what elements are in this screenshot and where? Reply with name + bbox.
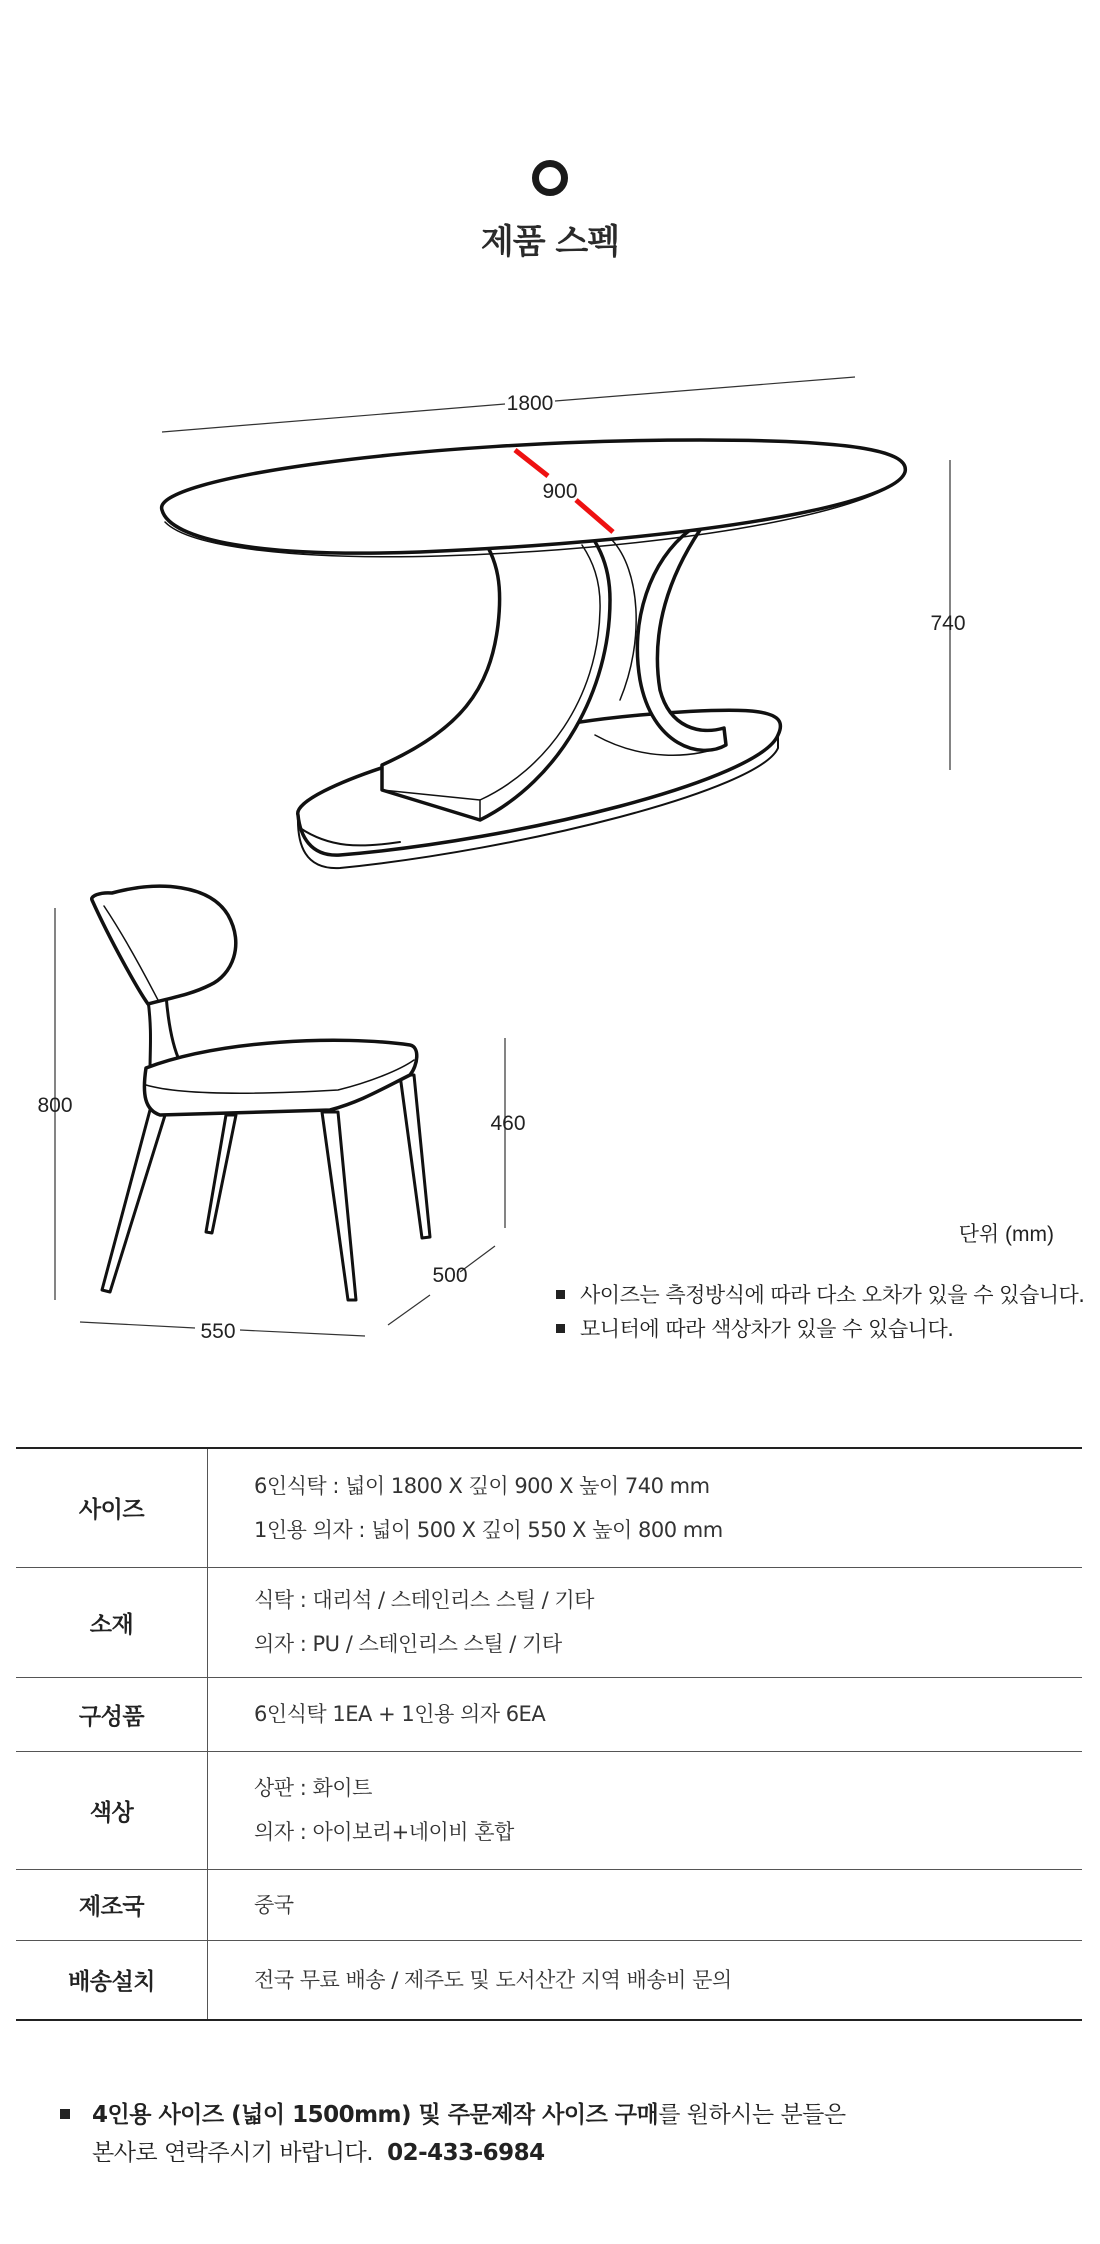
- table-depth-label: 900: [542, 480, 578, 503]
- page-title: 제품 스펙: [480, 222, 620, 262]
- table-row: [16, 1567, 1082, 1677]
- chair-leg: [102, 1110, 166, 1292]
- chair-seat-height-label: 460: [490, 1112, 526, 1135]
- spec-value: [208, 1869, 1083, 1940]
- unit-label: 단위 (mm): [958, 1223, 1054, 1246]
- note-item: 모니터에 따라 색상차가 있을 수 있습니다.: [556, 1312, 1084, 1346]
- spec-value-line: 중국: [254, 1892, 294, 1917]
- table-width-label: 1800: [506, 392, 554, 415]
- spec-value-line: 1인용 의자 : 넓이 500 X 깊이 550 X 높이 800 mm: [254, 1517, 723, 1542]
- spec-label: 구성품: [16, 1677, 208, 1751]
- table-height-label: 740: [930, 612, 966, 635]
- table-row: [16, 1677, 1082, 1751]
- spec-value: [208, 1448, 1083, 1567]
- order-notice-line: [60, 2096, 846, 2134]
- spec-value-line: 의자 : 아이보리+네이비 혼합: [254, 1820, 514, 1844]
- table-row: [16, 1869, 1082, 1940]
- table-row: [16, 1940, 1082, 2020]
- chair-depth-label: 550: [200, 1320, 236, 1343]
- chair-width-label: 500: [432, 1264, 468, 1287]
- chair-illustration: [92, 886, 430, 1300]
- spec-value: [208, 1567, 1083, 1677]
- phone-number: 02-433-6984: [387, 2140, 545, 2166]
- spec-label: 사이즈: [16, 1448, 208, 1567]
- spec-value: [208, 1677, 1083, 1751]
- order-notice-text: 본사로 연락주시기 바랍니다.: [92, 2140, 374, 2166]
- spec-value: [208, 1940, 1083, 2020]
- table-illustration: [162, 440, 906, 868]
- note-item: 사이즈는 측정방식에 따라 다소 오차가 있을 수 있습니다.: [556, 1278, 1084, 1312]
- spec-label: 배송설치: [16, 1940, 208, 2020]
- chair-leg: [322, 1112, 356, 1300]
- chair-leg: [206, 1115, 236, 1233]
- bullet-icon: [60, 2109, 70, 2119]
- spec-value-line: 6인식탁 : 넓이 1800 X 깊이 900 X 높이 740 mm: [254, 1473, 710, 1498]
- chair-height-label: 800: [37, 1094, 73, 1117]
- order-notice-highlight: 4인용 사이즈 (넓이 1500mm) 및 주문제작 사이즈 구매: [92, 2102, 659, 2128]
- chair-backrest: [92, 886, 236, 1004]
- spec-label: 색상: [16, 1751, 208, 1869]
- order-notice: [60, 2096, 846, 2172]
- spec-value: [208, 1751, 1083, 1869]
- table-row: [16, 1448, 1082, 1567]
- chair-leg: [400, 1075, 430, 1238]
- order-notice-text: 를 원하시는 분들은: [658, 2102, 846, 2128]
- spec-label: 소재: [16, 1567, 208, 1677]
- table-top: [162, 440, 906, 553]
- spec-table: [16, 1447, 1082, 2021]
- spec-value-line: 식탁 : 대리석 / 스테인리스 스틸 / 기타: [254, 1588, 594, 1612]
- table-row: [16, 1751, 1082, 1869]
- spec-value-line: 전국 무료 배송 / 제주도 및 도서산간 지역 배송비 문의: [254, 1967, 732, 1992]
- notes-list: [556, 1278, 1084, 1346]
- spec-value-line: 의자 : PU / 스테인리스 스틸 / 기타: [254, 1632, 562, 1656]
- spec-value-line: 6인식탁 1EA + 1인용 의자 6EA: [254, 1702, 546, 1726]
- spec-value-line: 상판 : 화이트: [254, 1776, 372, 1800]
- spec-label: 제조국: [16, 1869, 208, 1940]
- order-notice-line: [60, 2134, 846, 2172]
